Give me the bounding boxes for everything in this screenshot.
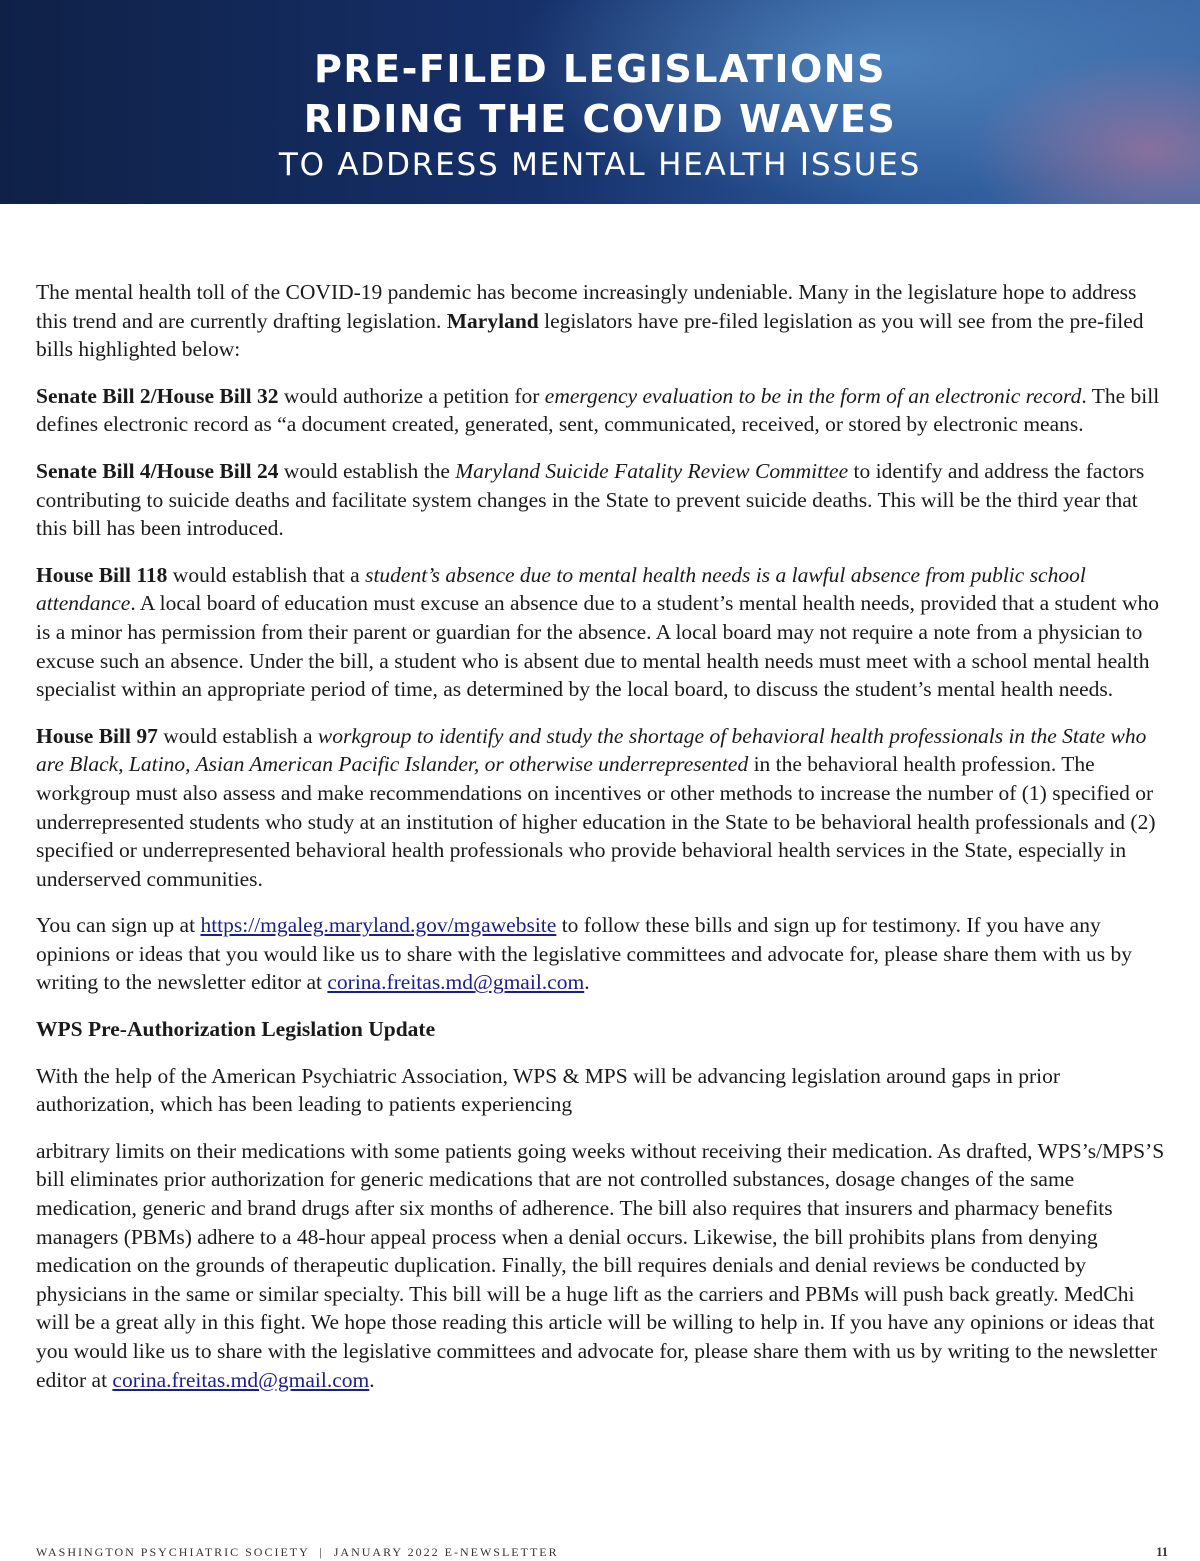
bill-italic-text: workgroup to identify and study the shortage of behavioral health professionals in the State who are Black, Latino, Asian American Pacific Islander, or otherwise underrepresented — [36, 723, 1147, 777]
page-footer — [36, 1545, 1168, 1561]
bill-text: would establish a — [157, 723, 318, 748]
mga-website-link[interactable]: https://mgaleg.maryland.gov/mgawebsite — [200, 913, 557, 938]
signup-paragraph — [36, 911, 1170, 997]
bill-text-end: to identify and address the factors contributing to suicide deaths and facilitate system changes in the State to prevent suicide deaths. This will be the third year that this bill has been introduced. — [36, 458, 1145, 541]
bill-paragraph-hb118 — [36, 561, 1170, 704]
header-banner — [0, 0, 1200, 204]
bill-italic-text: Maryland Suicide Fatality Review Committee — [455, 458, 849, 483]
bill-name: House Bill 118 — [36, 562, 168, 587]
bill-italic-text: emergency evaluation to be in the form of an electronic record — [544, 383, 1082, 408]
bill-paragraph-sb2 — [36, 382, 1170, 439]
bill-name: Senate Bill 2/House Bill 32 — [36, 383, 279, 408]
wps-heading: WPS Pre-Authorization Legislation Update — [36, 1017, 436, 1042]
bill-name: Senate Bill 4/House Bill 24 — [36, 458, 279, 483]
signup-text-middle: to follow these bills and sign up for testimony. If you have any opinions or ideas that you would like us to share with the legislative committees and advocate for, please share them with us by writing to the newsletter editor at — [36, 913, 1132, 995]
bill-italic-text: student’s absence due to mental health needs is a lawful absence from public school attendance — [36, 562, 1086, 616]
bill-text-end: in the behavioral health profession. The workgroup must also assess and make recommendations on incentives or other methods to increase the number of (1) specified or underrepresented students who study at an institution of higher education in the State to be behavioral health professionals and (2) specified or underrepresented behavioral health professionals who provide behavioral health services in the State, especially in underserved communities. — [36, 752, 1156, 891]
section-heading — [36, 1015, 1170, 1044]
wps-paragraph-2 — [36, 1137, 1170, 1394]
footer-publication: WASHINGTON PSYCHIATRIC SOCIETY | JANUARY 2022 E-NEWSLETTER — [36, 1545, 559, 1559]
wps-text-end: . — [369, 1367, 375, 1392]
bill-text-end: . A local board of education must excuse an absence due to a student’s mental health needs, provided that a student who is a minor has permission from their parent or guardian for the absence. A local board may not require a note from a physician to excuse such an absence. Under the bill, a student who is absent due to mental health needs must meet with a school mental health specialist within an appropriate period of time, as determined by the local board, to discuss the student’s mental health needs. — [36, 591, 1160, 702]
wps-text: arbitrary limits on their medications with some patients going weeks without receiving their medication. As drafted, WPS’s/MPS’S bill eliminates prior authorization for generic medications that are not controlled substances, dosage changes of the same medication, generic and brand drugs after six months of adherence. The bill also requires that insurers and pharmacy benefits managers (PBMs) adhere to a 48-hour appeal process when a denial occurs. Likewise, the bill prohibits plans from denying medication on the grounds of therapeutic duplication. Finally, the bill requires denials and denial reviews be conducted by physicians in the same or similar specialty. This bill will be a huge lift as the carriers and PBMs will push back greatly. MedChi will be a great ally in this fight. We hope those reading this article will be willing to help in. If you have any opinions or ideas that you would like us to share with the legislative committees and advocate for, please share them with us by writing to the newsletter editor at — [36, 1138, 1165, 1392]
page-subtitle: TO ADDRESS MENTAL HEALTH ISSUES — [278, 147, 922, 183]
signup-text: You can sign up at — [36, 913, 201, 938]
bill-text: would authorize a petition for — [278, 383, 545, 408]
editor-email-link[interactable]: corina.freitas.md@gmail.com — [112, 1367, 370, 1392]
signup-text-end: . — [584, 970, 590, 995]
editor-email-link[interactable]: corina.freitas.md@gmail.com — [327, 970, 585, 995]
intro-text-end: legislators have pre-filed legislation as you will see from the pre-filed bills highlighted below: — [36, 308, 1144, 362]
page-title-line-1: PRE-FILED LEGISLATIONS — [314, 47, 886, 91]
page-title-line-2: RIDING THE COVID WAVES — [303, 97, 897, 141]
bill-paragraph-sb4 — [36, 457, 1170, 543]
bill-name: House Bill 97 — [36, 723, 158, 748]
page-number: 11 — [1156, 1545, 1168, 1559]
bill-text-end: . The bill defines electronic record as “a document created, generated, sent, communicated, received, or stored by electronic means. — [36, 383, 1160, 437]
article-body — [36, 278, 1170, 1412]
intro-paragraph — [36, 278, 1170, 364]
bill-paragraph-hb97 — [36, 722, 1170, 894]
bill-text: would establish the — [278, 458, 456, 483]
intro-bold-state: Maryland — [446, 308, 539, 333]
intro-text: The mental health toll of the COVID-19 pandemic has become increasingly undeniable. Many in the legislature hope to address this trend and are currently drafting legislation. — [36, 280, 1137, 333]
wps-paragraph-1: With the help of the American Psychiatric Association, WPS & MPS will be advancing legislation around gaps in prior authorization, which has been leading to patients experiencing — [36, 1063, 1061, 1117]
bill-text: would establish that a — [167, 562, 366, 587]
